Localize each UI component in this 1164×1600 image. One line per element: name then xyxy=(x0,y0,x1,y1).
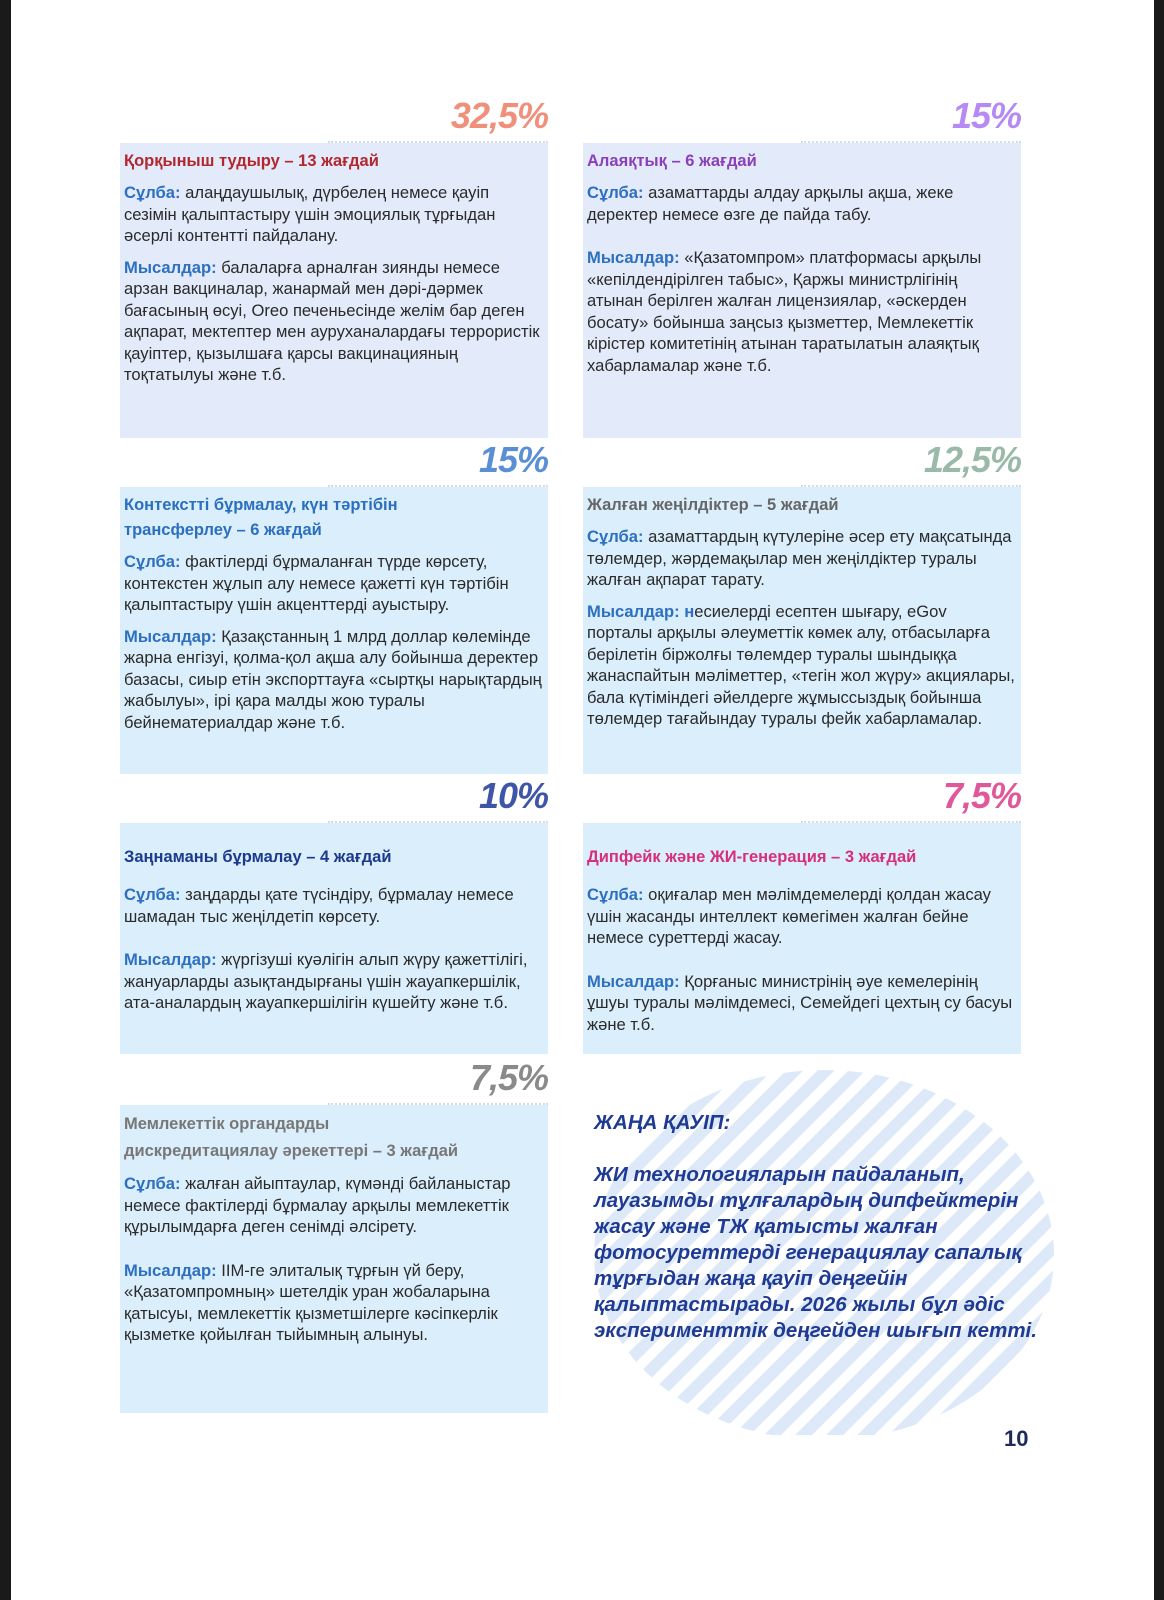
examples-paragraph xyxy=(124,949,542,1014)
scheme-text: азаматтарды алдау арқылы ақша, жеке деректер немесе өзге де пайда табу. xyxy=(587,183,954,224)
scheme-text: фактілерді бұрмаланған түрде көрсету, контекстен жұлып алу немесе қажетті күн тәртібін қалыптастыру үшін акценттерді ауыстыру. xyxy=(124,552,509,614)
card-title: Жалған жеңілдіктер – 5 жағдай xyxy=(587,496,839,514)
category-card-false-benefits xyxy=(583,440,1021,774)
scheme-label: Сұлба: xyxy=(124,885,181,904)
examples-label: Мысалдар: xyxy=(124,950,222,969)
examples-label: Мысалдар: xyxy=(587,971,685,991)
examples-label: Мысалдар: н xyxy=(587,601,695,621)
category-card-fear xyxy=(120,96,548,438)
percent-value: 32,5% xyxy=(450,95,548,136)
new-threat-callout xyxy=(594,1065,1064,1435)
examples-text: ІІМ-ге элиталық тұрғын үй беру, «Қазатомпромның» шетелдік уран жобаларына қатысуы, мемлекеттік қызметшілерге кәсіпкерлік қызметке қойылған тыйымның алынуы. xyxy=(124,1260,498,1344)
scheme-text: заңдарды қате түсіндіру, бұрмалау немесе шамадан тыс жеңілдетіп көрсету. xyxy=(124,885,514,926)
examples-text: Қорғаныс министрінің әуе кемелерінің ұшуы туралы мәлімдемесі, Семейдегі цехтың су басуы және т.б. xyxy=(587,971,1013,1034)
examples-label: Мысалдар: xyxy=(124,257,222,277)
examples-paragraph xyxy=(124,1260,542,1346)
card-title: Алаяқтық – 6 жағдай xyxy=(587,152,757,170)
scheme-paragraph xyxy=(587,884,1015,949)
percent-value: 12,5% xyxy=(923,439,1021,480)
category-card-deepfake xyxy=(583,776,1021,1054)
percent-value: 10% xyxy=(478,775,548,816)
percent-value: 7,5% xyxy=(942,775,1021,816)
card-title: Қорқыныш тудыру – 13 жағдай xyxy=(124,152,379,170)
card-body xyxy=(583,823,1021,1054)
scheme-label: Сұлба: xyxy=(587,885,644,904)
category-card-context-distortion xyxy=(120,440,548,774)
scheme-paragraph xyxy=(124,884,542,927)
callout-text: ЖИ технологияларын пайдаланып, лауазымды тұлғалардың дипфейктерін жасау және ТЖ қатысты жалған фотосуреттерді генерациялау сапалық тұрғыдан жаңа қауіп деңгейін қалыптастырады. 2026 жылы бұл әдіс эксперименттік деңгейден шығып кетті. xyxy=(594,1163,1037,1342)
card-body xyxy=(120,487,548,774)
page-number: 10 xyxy=(1004,1426,1029,1451)
examples-label: Мысалдар: xyxy=(124,626,222,646)
card-body xyxy=(120,823,548,1054)
examples-text: Қазақстанның 1 млрд доллар көлемінде жарна енгізуі, қолма-қол ақша алу бойынша деректер базасы, сиыр етін экспорттауға «сыртқы нарықтардың жабылуы», ірі қара малды жою туралы бейнематериалдар және т.б. xyxy=(124,626,542,732)
card-title: Заңнаманы бұрмалау – 4 жағдай xyxy=(124,848,392,866)
scheme-text: жалған айыптаулар, күмәнді байланыстар немесе фактілерді бұрмалау арқылы мемлекеттік құрылымдарға деген сенімді әлсірету. xyxy=(124,1174,511,1236)
category-card-state-discredit xyxy=(120,1058,548,1413)
scheme-paragraph xyxy=(587,182,1015,225)
scheme-label: Сұлба: xyxy=(124,183,181,202)
percent-value: 15% xyxy=(478,439,548,480)
card-body xyxy=(120,143,548,438)
card-title: Мемлекеттік органдарды дискредитациялау әрекеттері – 3 жағдай xyxy=(124,1115,459,1160)
scheme-label: Сұлба: xyxy=(124,1174,181,1193)
examples-text: балаларға арналған зиянды немесе арзан вакциналар, жанармай мен дәрі-дәрмек бағасының өсуі, Oreo печеньесінде желім бар деген ақпарат, мектептер мен ауруханалардағы террористік қауіптер, қызылшаға қарсы вакцинацияның тоқтатылуы және т.б. xyxy=(124,257,540,384)
card-title: Дипфейк және ЖИ-генерация – 3 жағдай xyxy=(587,848,917,866)
examples-paragraph xyxy=(587,601,1015,730)
percent-value: 7,5% xyxy=(469,1057,548,1098)
callout-heading: ЖАҢА ҚАУІП: xyxy=(594,1111,731,1134)
examples-paragraph xyxy=(587,971,1015,1036)
document-page xyxy=(11,0,1154,1600)
scheme-paragraph xyxy=(587,526,1015,591)
scheme-label: Сұлба: xyxy=(587,183,644,202)
scheme-paragraph xyxy=(124,182,542,247)
percent-value: 15% xyxy=(951,95,1021,136)
scheme-paragraph xyxy=(124,551,542,616)
examples-label: Мысалдар: xyxy=(587,248,685,267)
scheme-text: азаматтардың күтулеріне әсер ету мақсатында төлемдер, жәрдемақылар мен жеңілдіктер туралы жалған ақпарат тарату. xyxy=(587,527,1012,589)
scheme-text: алаңдаушылық, дүрбелең немесе қауіп сезімін қалыптастыру үшін эмоциялық тұрғыдан әсерлі контентті пайдалану. xyxy=(124,183,496,245)
scheme-paragraph xyxy=(124,1173,542,1238)
scheme-text: оқиғалар мен мәлімдемелерді қолдан жасау үшін жасанды интеллект көмегімен жалған бейне немесе суреттерді жасау. xyxy=(587,885,991,947)
scheme-label: Сұлба: xyxy=(124,552,181,571)
category-card-law-distortion xyxy=(120,776,548,1054)
examples-paragraph xyxy=(124,257,542,386)
examples-text: жүргізуші куәлігін алып жүру қажеттілігі, жануарларды азықтандырғаны үшін жауапкершілік, ата-аналардың жауапкершілігін күшейту және т.б. xyxy=(124,950,528,1012)
examples-text: есиелерді есептен шығару, eGov порталы арқылы әлеуметтік көмек алу, отбасыларға берілетін біржолғы төлемдер туралы шындыққа жанаспайтын мәліметтер, «тегін жол жүру» акциялары, бала күтіміндегі әйелдерге жұмыссыздық бойынша төлемдер тағайындау туралы фейк хабарламалар. xyxy=(587,601,1015,728)
card-body xyxy=(583,143,1021,438)
category-card-fraud xyxy=(583,96,1021,438)
card-title: Контекстті бұрмалау, күн тәртібін трансферлеу – 6 жағдай xyxy=(124,496,398,539)
card-body xyxy=(120,1105,548,1413)
examples-text: «Қазатомпром» платформасы арқылы «кепілдендірілген табыс», Қаржы министрлігінің атынан берілген жалған лицензиялар, «әскерден босату» бойынша заңсыз қызметтер, Мемлекеттік кірістер комитетінің атынан таратылатын алаяқтық хабарламалар және т.б. xyxy=(587,248,982,375)
examples-paragraph xyxy=(124,626,542,734)
examples-label: Мысалдар: xyxy=(124,1260,222,1280)
examples-paragraph xyxy=(587,247,1015,376)
scheme-label: Сұлба: xyxy=(587,527,644,546)
card-body xyxy=(583,487,1021,774)
